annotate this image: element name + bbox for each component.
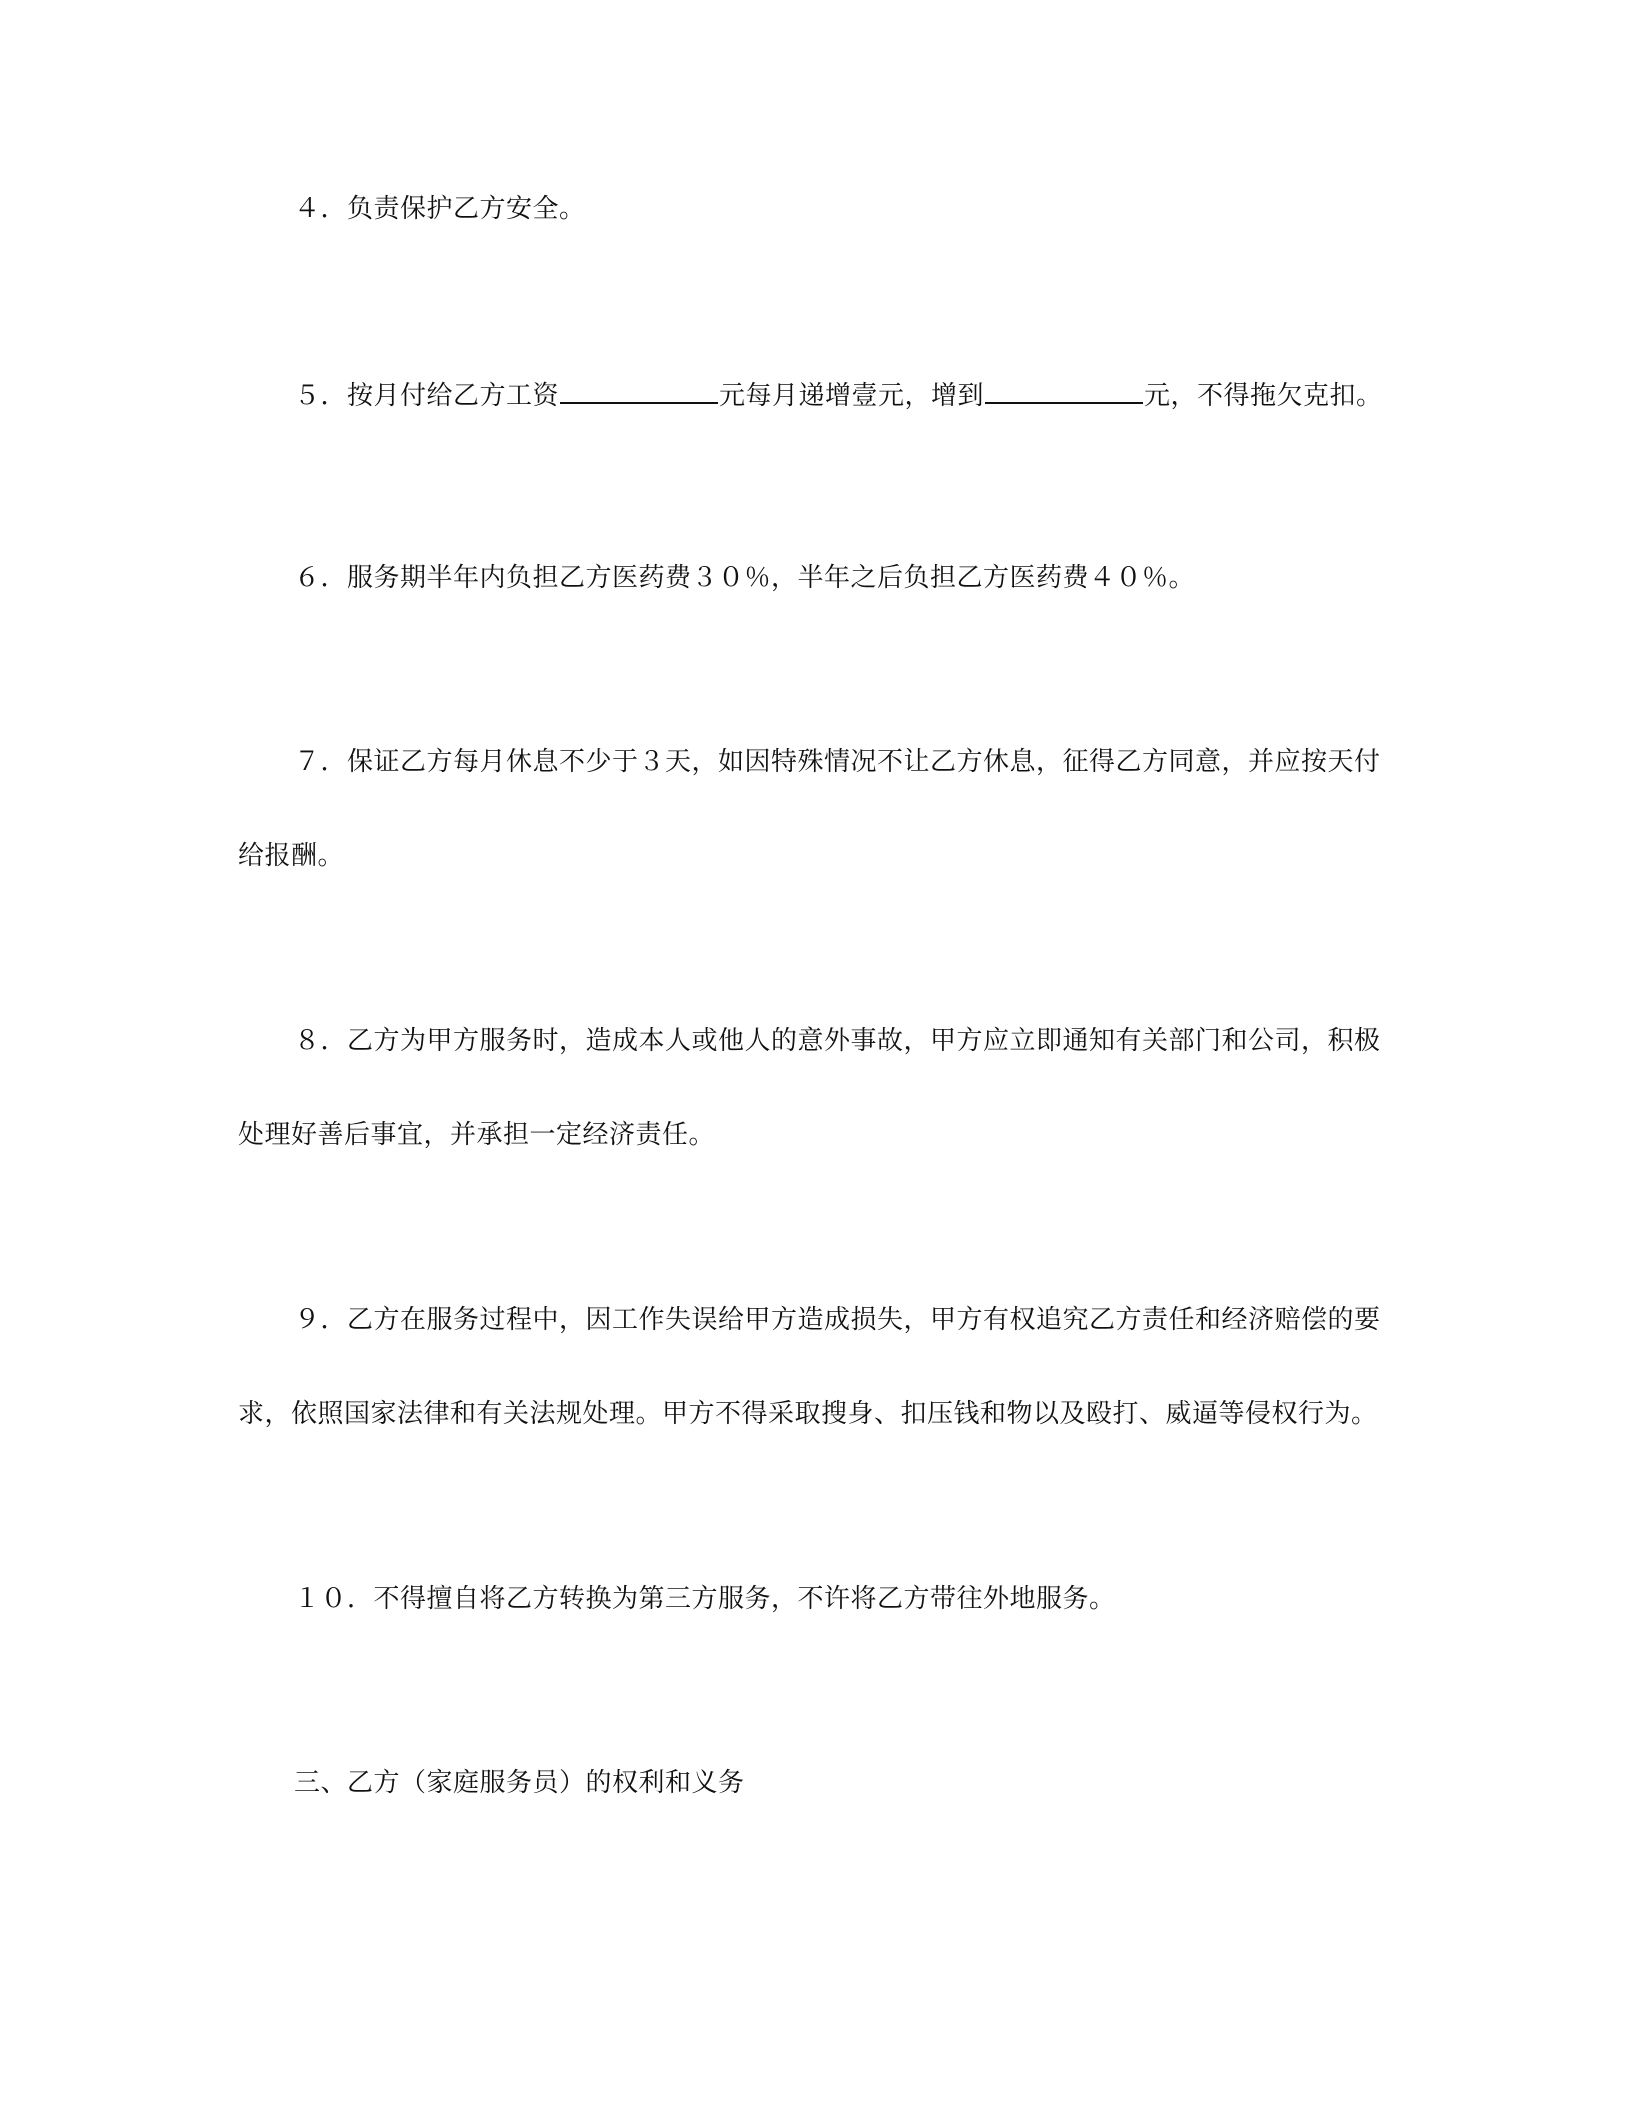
clause-5-text-2: 元每月递增壹元，增到 [719, 381, 985, 411]
clause-4: ４．负责保护乙方安全。 [294, 194, 586, 224]
clause-10: １０．不得擅自将乙方转换为第三方服务，不许将乙方带往外地服务。 [294, 1584, 1116, 1614]
clause-5 [294, 376, 1383, 414]
clause-5-text-3: 元，不得拖欠克扣。 [1144, 381, 1383, 411]
clause-9-line-1: ９．乙方在服务过程中，因工作失误给甲方造成损失，甲方有权追究乙方责任和经济赔偿的要 [294, 1305, 1381, 1335]
max-salary-blank [985, 376, 1143, 404]
clause-5-text-1: ５．按月付给乙方工资 [294, 381, 560, 411]
clause-6: ６．服务期半年内负担乙方医药费３０％，半年之后负担乙方医药费４０％。 [294, 563, 1196, 593]
clause-8-line-1: ８．乙方为甲方服务时，造成本人或他人的意外事故，甲方应立即通知有关部门和公司，积极 [294, 1026, 1381, 1056]
clause-9-line-2: 求，依照国家法律和有关法规处理。甲方不得采取搜身、扣压钱和物以及殴打、威逼等侵权行为。 [238, 1399, 1378, 1429]
salary-blank [560, 376, 718, 404]
clause-7-line-2: 给报酬。 [238, 841, 345, 871]
clause-8-line-2: 处理好善后事宜，并承担一定经济责任。 [238, 1120, 716, 1150]
clause-7-line-1: ７．保证乙方每月休息不少于３天，如因特殊情况不让乙方休息，征得乙方同意，并应按天付 [294, 747, 1381, 777]
section-3-heading: 三、乙方（家庭服务员）的权利和义务 [294, 1768, 745, 1798]
